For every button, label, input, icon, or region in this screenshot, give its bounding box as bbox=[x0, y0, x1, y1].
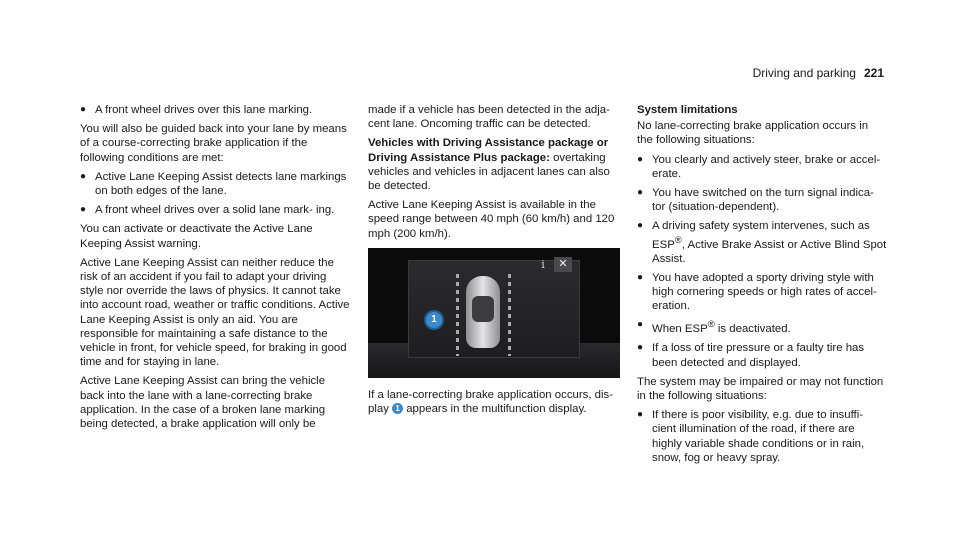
bullet-item: ● When ESP® is deactivated. bbox=[637, 319, 791, 336]
bullet-icon: ● bbox=[637, 271, 644, 283]
paragraph: made if a vehicle has been detected in the adja- cent lane. Oncoming traffic can be detected. bbox=[368, 104, 610, 131]
bullet-item: ● Active Lane Keeping Assist detects lane markings on both edges of the lane. bbox=[80, 170, 347, 198]
bullet-icon: ● bbox=[637, 220, 644, 232]
column-3 bbox=[637, 103, 887, 470]
car-icon bbox=[466, 276, 500, 348]
close-icon: ✕ bbox=[554, 257, 572, 272]
bullet-item: ● A front wheel drives over a solid lane mark- ing. bbox=[80, 204, 335, 217]
bullet-item: ● If there is poor visibility, e.g. due to insuffi- cient illumination of the road, if there are highly variable shade conditions or in rain, snow, fog or heavy spray. bbox=[637, 409, 865, 464]
bullet-item: ● If a loss of tire pressure or a faulty tire has been detected and displayed. bbox=[637, 342, 865, 369]
bullet-item: ● You have switched on the turn signal indica- tor (situation-dependent). bbox=[637, 187, 874, 214]
paragraph: Vehicles with Driving Assistance package or Driving Assistance Plus package: overtaking vehicles and vehicles in adjacent lanes can also be detected. bbox=[368, 137, 610, 193]
bullet-icon: ● bbox=[637, 409, 644, 421]
column-1 bbox=[80, 103, 352, 436]
column-2 bbox=[368, 103, 620, 421]
bullet-icon: ● bbox=[637, 319, 644, 331]
paragraph: You will also be guided back into your lane by means of a course-correcting brake application if the following conditions are met: bbox=[80, 123, 347, 164]
bold-lead: Vehicles with Driving Assistance package or Driving Assistance Plus package: bbox=[368, 137, 609, 164]
figure-caption: If a lane-correcting brake application occurs, dis- play 1 appears in the multifunction display. bbox=[368, 388, 614, 416]
bullet-item: ● You clearly and actively steer, brake or accel- erate. bbox=[637, 153, 881, 180]
info-icon: i bbox=[541, 257, 545, 271]
bullet-icon: ● bbox=[80, 204, 87, 216]
bullet-icon: ● bbox=[80, 104, 87, 115]
page-number: 221 bbox=[863, 66, 884, 80]
section-title: Driving and parking bbox=[752, 66, 856, 80]
bullet-item: ● You have adopted a sporty driving style with high cornering speeds or high rates of accel- eration. bbox=[637, 271, 877, 313]
callout-number-icon: 1 bbox=[392, 403, 403, 414]
paragraph: Active Lane Keeping Assist can bring the vehicle back into the lane with a lane-correcting brake application. In the case of a broken lane marking being detected, a brake application will only be bbox=[80, 375, 326, 431]
paragraph: No lane-correcting brake application occurs in the following situations: bbox=[637, 120, 869, 147]
page-header bbox=[753, 66, 884, 80]
bullet-icon: ● bbox=[637, 153, 644, 165]
bullet-item: ● A front wheel drives over this lane marking. bbox=[80, 104, 313, 116]
paragraph: The system may be impaired or may not function in the following situations: bbox=[637, 375, 884, 403]
lane-marking-left bbox=[456, 274, 459, 356]
paragraph: You can activate or deactivate the Active Lane Keeping Assist warning. bbox=[80, 223, 313, 250]
lane-marking-right bbox=[508, 274, 511, 356]
paragraph: Active Lane Keeping Assist can neither reduce the risk of an accident if you fail to adapt your driving style nor override the laws of physics. It cannot take into account road, weather or traffic conditions. Active Lane Keeping Assist is only an aid. You are responsible for maintaining a safe distance to the vehicle in front, for vehicle speed, for braking in good time and for staying in lane. bbox=[80, 256, 350, 369]
callout-marker: 1 bbox=[426, 312, 442, 328]
bullet-icon: ● bbox=[637, 187, 644, 199]
bullet-icon: ● bbox=[80, 170, 87, 182]
bullet-icon: ● bbox=[637, 342, 644, 354]
section-heading: System limitations bbox=[637, 104, 738, 116]
bullet-item: ● A driving safety system intervenes, such as ESP®, Active Brake Assist or Active Blind Spot Assist. bbox=[637, 220, 887, 265]
multifunction-display-image bbox=[368, 248, 620, 378]
paragraph: Active Lane Keeping Assist is available in the speed range between 40 mph (60 km/h) and 120 mph (200 km/h). bbox=[368, 199, 615, 240]
